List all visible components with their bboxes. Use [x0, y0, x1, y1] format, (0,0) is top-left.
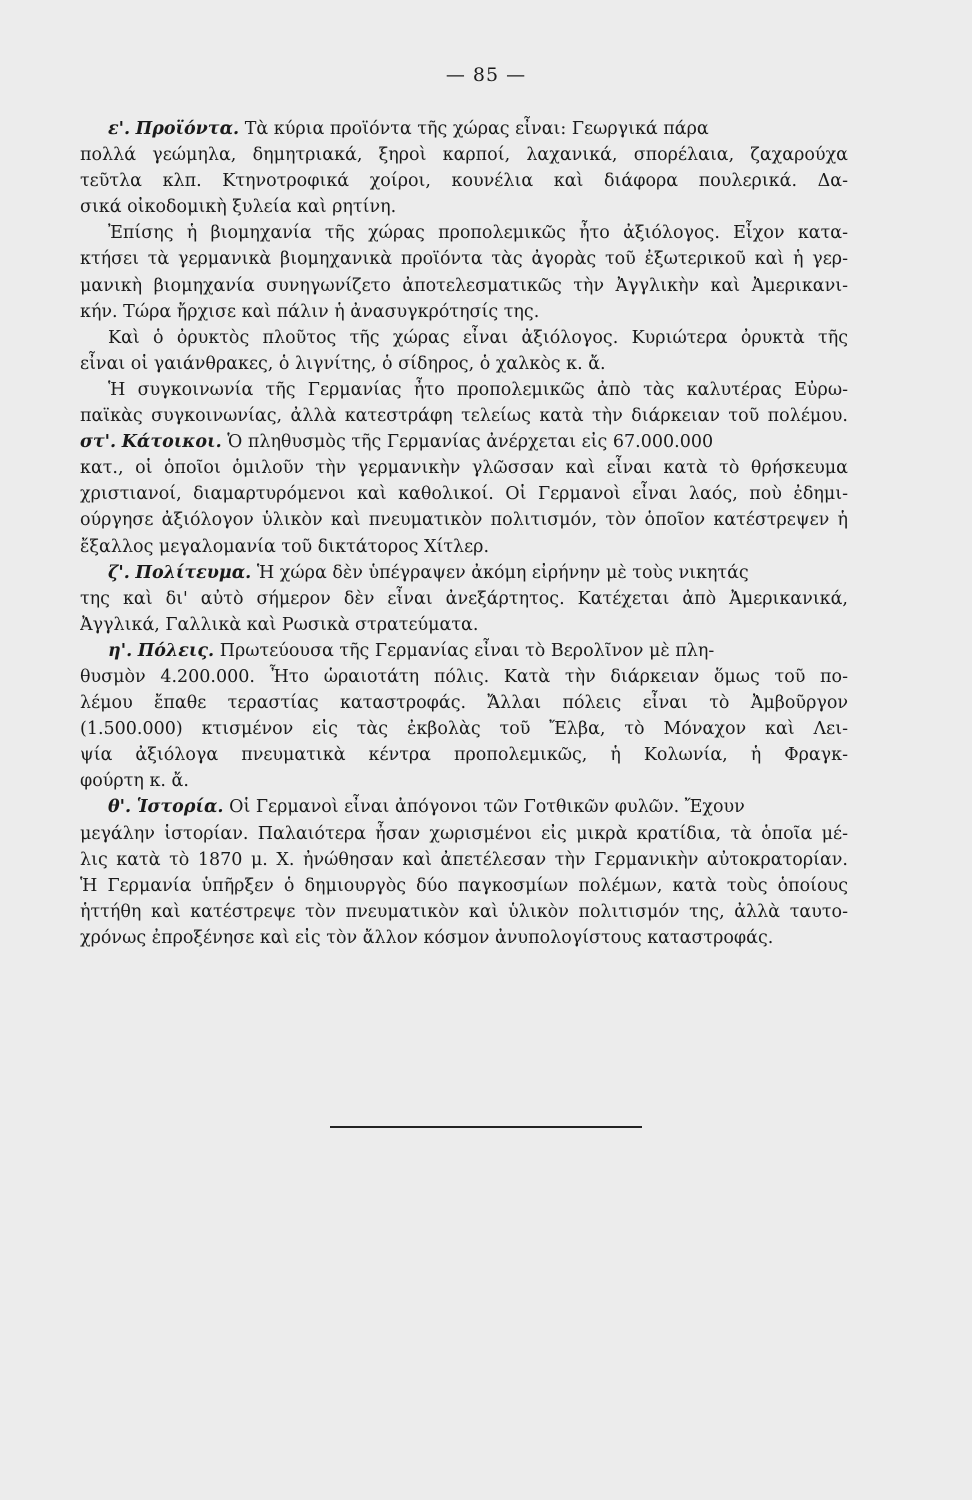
text-line: ἡττήθη καὶ κατέστρεψε τὸν πνευματικὸν καὶ ὑλικὸν πολιτισμόν της, ἀλλὰ ταυτο-	[80, 901, 848, 922]
text-line: Ἡ Γερμανία ὑπῆρξεν ὁ δημιουργὸς δύο παγκοσμίων πολέμων, κατὰ τοὺς ὁποίους	[80, 875, 848, 896]
text-line: ἔξαλλος μεγαλομανία τοῦ δικτάτορος Χίτλερ.	[80, 536, 490, 557]
section-marker: θ'.	[108, 797, 132, 818]
text-line: εἶναι οἱ γαιάνθρακες, ὁ λιγνίτης, ὁ σίδηρος, ὁ χαλκὸς κ. ἄ.	[80, 353, 606, 374]
section-heading-line	[80, 638, 848, 664]
section-title: Κάτοικοι.	[121, 432, 222, 453]
body-text	[80, 116, 848, 951]
section-heading-line	[80, 794, 848, 820]
section-heading-line	[80, 429, 848, 455]
section-divider	[330, 1126, 642, 1128]
section-heading-line	[80, 560, 848, 586]
text-line: Πρωτεύουσα τῆς Γερμανίας εἶναι τὸ Βερολῖνον μὲ πλη-	[219, 640, 715, 661]
section-title: Πολίτευμα.	[135, 562, 252, 583]
text-line: Ἀγγλικά, Γαλλικὰ καὶ Ρωσικὰ στρατεύματα.	[80, 614, 479, 635]
text-line: Ἡ συγκοινωνία τῆς Γερμανίας ἦτο προπολεμικῶς ἀπὸ τὰς καλυτέρας Εὐρω-	[108, 379, 848, 400]
text-line: παϊκὰς συγκοινωνίας, ἀλλὰ κατεστράφη τελείως κατὰ τὴν διάρκειαν τοῦ πολέμου.	[80, 406, 848, 427]
section-heading-line	[80, 116, 848, 142]
text-line: σικά οἰκοδομικὴ ξυλεία καὶ ρητίνη.	[80, 197, 397, 218]
text-line: (1.500.000) κτισμένον εἰς τὰς ἐκβολὰς τοῦ Ἔλβα, τὸ Μόναχον καὶ Λει-	[80, 719, 848, 740]
text-line: Ὁ πληθυσμὸς τῆς Γερμανίας ἀνέρχεται εἰς 67.000.000	[227, 432, 714, 453]
text-line: χριστιανοί, διαμαρτυρόμενοι καὶ καθολικοί. Οἱ Γερμανοὶ εἶναι λαός, ποὺ ἐδημι-	[80, 484, 848, 505]
text-line: κτήσει τὰ γερμανικὰ βιομηχανικὰ προϊόντα τὰς ἀγορὰς τοῦ ἐξωτερικοῦ καὶ ἡ γερ-	[80, 249, 848, 270]
text-line: λέμου ἔπαθε τεραστίας καταστροφάς. Ἄλλαι πόλεις εἶναι τὸ Ἀμβοῦργον	[80, 693, 848, 714]
section-marker: ε'.	[108, 119, 131, 139]
text-line: θυσμὸν 4.200.000. Ἦτο ὡραιοτάτη πόλις. Κατὰ τὴν διάρκειαν ὅμως τοῦ πο-	[80, 666, 848, 687]
page-number: — 85 —	[445, 64, 527, 86]
section-title: Προϊόντα.	[135, 119, 240, 139]
text-line: Καὶ ὁ ὀρυκτὸς πλοῦτος τῆς χώρας εἶναι ἀξιόλογος. Κυριώτερα ὀρυκτὰ τῆς	[108, 327, 848, 348]
text-line: λις κατὰ τὸ 1870 μ. Χ. ἠνώθησαν καὶ ἀπετέλεσαν τὴν Γερμανικὴν αὐτοκρατορίαν.	[80, 849, 848, 870]
text-line: ούργησε ἀξιόλογον ὑλικὸν καὶ πνευματικὸν πολιτισμόν, τὸν ὁποῖον κατέστρεψεν ἡ	[80, 510, 848, 531]
text-line: φούρτη κ. ἄ.	[80, 771, 189, 792]
text-line: κατ., οἱ ὁποῖοι ὁμιλοῦν τὴν γερμανικὴν γλῶσσαν καὶ εἶναι κατὰ τὸ θρήσκευμα	[80, 458, 848, 479]
text-line: χρόνως ἐπροξένησε καὶ εἰς τὸν ἄλλον κόσμον ἀνυπολογίστους καταστροφάς.	[80, 927, 774, 948]
text-line: Τὰ κύρια προϊόντα τῆς χώρας εἶναι: Γεωργικά πάρα	[244, 119, 709, 139]
section-marker: στ'.	[80, 432, 117, 453]
section-title: Ἱστορία.	[136, 797, 224, 818]
section-marker: ζ'.	[108, 562, 130, 583]
text-line: Ἐπίσης ἡ βιομηχανία τῆς χώρας προπολεμικῶς ἦτο ἀξιόλογος. Εἶχον κατα-	[108, 223, 848, 244]
text-line: ψία ἀξιόλογα πνευματικὰ κέντρα προπολεμικῶς, ἡ Κολωνία, ἡ Φραγκ-	[80, 745, 848, 766]
section-title: Πόλεις.	[137, 640, 215, 661]
text-line: Ἡ χώρα δὲν ὑπέγραψεν ἀκόμη εἰρήνην μὲ τοὺς νικητάς	[256, 562, 749, 583]
text-line: κήν. Τώρα ἤρχισε καὶ πάλιν ἡ ἀνασυγκρότησίς της.	[80, 301, 540, 322]
text-line: μεγάλην ἱστορίαν. Παλαιότερα ἦσαν χωρισμένοι εἰς μικρὰ κρατίδια, τὰ ὁποῖα μέ-	[80, 823, 848, 844]
text-line: της καὶ δι' αὐτὸ σήμερον δὲν εἶναι ἀνεξάρτητος. Κατέχεται ἀπὸ Ἀμερικανικά,	[80, 588, 848, 609]
text-line: μανικὴ βιομηχανία συνηγωνίζετο ἀποτελεσματικῶς τὴν Ἀγγλικὴν καὶ Ἀμερικανι-	[80, 275, 848, 296]
text-line: Οἱ Γερμανοὶ εἶναι ἀπόγονοι τῶν Γοτθικῶν φυλῶν. Ἔχουν	[229, 797, 745, 818]
text-line: τεῦτλα κλπ. Κτηνοτροφικά χοίροι, κουνέλια καὶ διάφορα πουλερικά. Δα-	[80, 171, 848, 192]
section-marker: η'.	[108, 640, 133, 661]
text-line: πολλά γεώμηλα, δημητριακά, ξηροὶ καρποί, λαχανικά, σπορέλαια, ζαχαρούχα	[80, 145, 848, 166]
